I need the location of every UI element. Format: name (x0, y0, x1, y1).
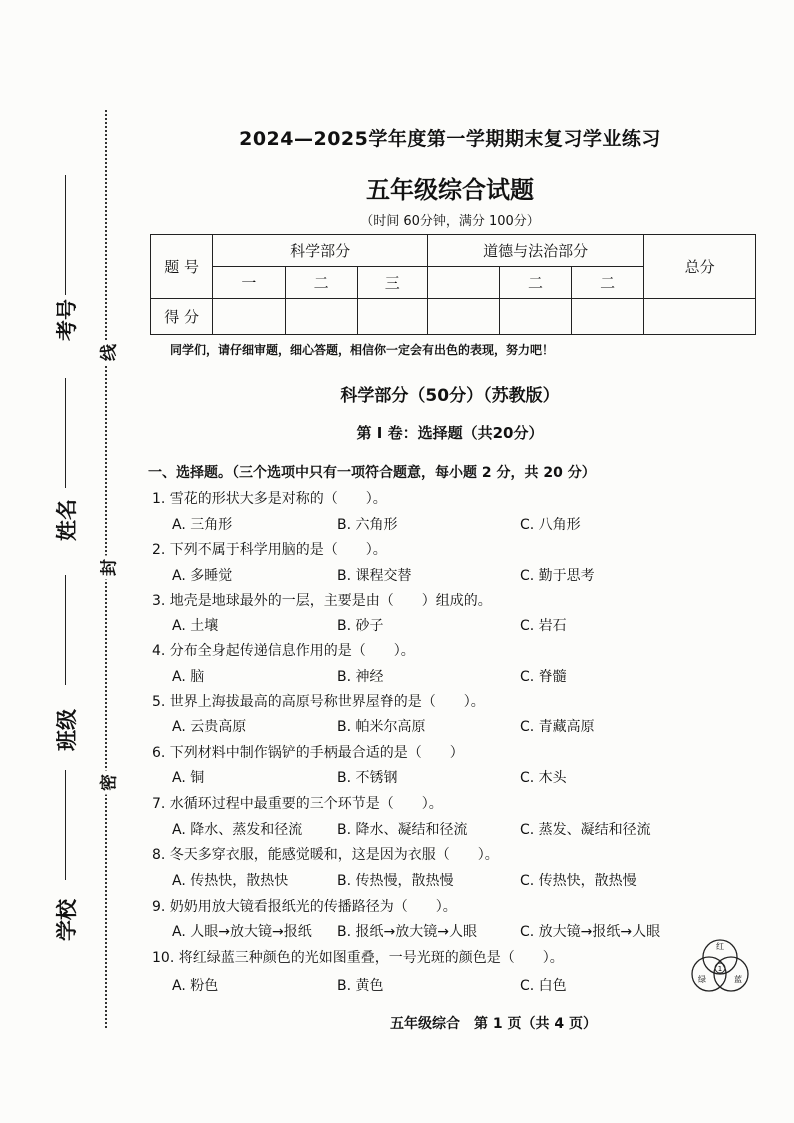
morality-part-header: 道德与法治部分 (427, 235, 643, 267)
total-score-cell[interactable] (644, 299, 756, 335)
question-2-option-a[interactable]: A. 多睡觉 (172, 568, 233, 584)
question-4-option-c[interactable]: C. 脊髓 (520, 669, 567, 685)
rgb-light-venn-diagram (685, 935, 755, 997)
question-10: 10. 将红绿蓝三种颜色的光如图重叠，一号光斑的颜色是（ ）。 (152, 950, 564, 966)
question-7-option-a[interactable]: A. 降水、蒸发和径流 (172, 822, 303, 838)
morality-col-2: 二 (499, 267, 571, 299)
science-col-1: 一 (213, 267, 285, 299)
seal-word-secret: 密 (95, 771, 120, 795)
class-line (65, 575, 66, 685)
question-2-option-b[interactable]: B. 课程交替 (337, 568, 412, 584)
score-cell[interactable] (499, 299, 571, 335)
question-10-option-c[interactable]: C. 白色 (520, 978, 567, 994)
exam-number-label: 考号 (55, 299, 79, 341)
question-1: 1. 雪花的形状大多是对称的（ ）。 (152, 491, 387, 507)
page-footer: 五年级综合 第 1 页（共 4 页） (390, 1016, 597, 1032)
encouragement-text: 同学们，请仔细审题，细心答题，相信你一定会有出色的表现，努力吧！ (170, 343, 555, 357)
question-7-option-c[interactable]: C. 蒸发、凝结和径流 (520, 822, 651, 838)
section-title: 科学部分（50分）（苏教版） (340, 386, 560, 406)
question-6: 6. 下列材料中制作锅铲的手柄最合适的是（ ） (152, 745, 464, 761)
question-1-option-c[interactable]: C. 八角形 (520, 517, 581, 533)
score-cell[interactable] (213, 299, 285, 335)
question-9-option-b[interactable]: B. 报纸→放大镜→人眼 (337, 924, 477, 940)
question-5-option-b[interactable]: B. 帕米尔高原 (337, 719, 426, 735)
question-4-option-b[interactable]: B. 神经 (337, 669, 384, 685)
question-10-option-b[interactable]: B. 黄色 (337, 978, 384, 994)
morality-col-3: 二 (572, 267, 644, 299)
name-line (65, 378, 66, 488)
question-3-option-a[interactable]: A. 土壤 (172, 618, 219, 634)
question-4: 4. 分布全身起传递信息作用的是（ ）。 (152, 643, 415, 659)
science-col-3: 三 (357, 267, 427, 299)
venn-label-blue: 蓝 (734, 975, 742, 984)
question-5-option-c[interactable]: C. 青藏高原 (520, 719, 595, 735)
venn-label-center: 1 (717, 965, 723, 973)
exam-number-line (65, 175, 66, 295)
question-3: 3. 地壳是地球最外的一层，主要是由（ ）组成的。 (152, 593, 492, 609)
venn-label-red: 红 (716, 942, 724, 951)
score-table (150, 234, 756, 335)
question-10-option-a[interactable]: A. 粉色 (172, 978, 219, 994)
question-5-option-a[interactable]: A. 云贵高原 (172, 719, 247, 735)
part-heading: 一、选择题。（三个选项中只有一项符合题意，每小题 2 分，共 20 分） (148, 465, 596, 481)
class-label: 班级 (55, 709, 79, 751)
seal-word-line: 线 (95, 341, 120, 365)
name-label: 姓名 (55, 499, 79, 541)
seal-word-seal: 封 (95, 556, 120, 580)
question-8: 8. 冬天多穿衣服，能感觉暖和，这是因为衣服（ ）。 (152, 847, 499, 863)
question-3-option-c[interactable]: C. 岩石 (520, 618, 567, 634)
row-label-score: 得 分 (151, 299, 213, 335)
exam-title: 2024—2025学年度第一学期期末复习学业练习 (239, 128, 661, 150)
question-7-option-b[interactable]: B. 降水、凝结和径流 (337, 822, 468, 838)
venn-label-green: 绿 (698, 975, 706, 984)
question-6-option-b[interactable]: B. 不锈钢 (337, 770, 398, 786)
science-part-header: 科学部分 (213, 235, 428, 267)
question-4-option-a[interactable]: A. 脑 (172, 669, 205, 685)
score-cell[interactable] (427, 299, 499, 335)
question-9-option-a[interactable]: A. 人眼→放大镜→报纸 (172, 924, 312, 940)
exam-subtitle: 五年级综合试题 (366, 176, 534, 204)
question-6-option-a[interactable]: A. 铜 (172, 770, 205, 786)
score-cell[interactable] (572, 299, 644, 335)
question-9-option-c[interactable]: C. 放大镜→报纸→人眼 (520, 924, 661, 940)
question-9: 9. 奶奶用放大镜看报纸光的传播路径为（ ）。 (152, 899, 457, 915)
question-3-option-b[interactable]: B. 砂子 (337, 618, 384, 634)
score-cell[interactable] (357, 299, 427, 335)
school-line (65, 770, 66, 880)
score-cell[interactable] (285, 299, 357, 335)
science-col-2: 二 (285, 267, 357, 299)
time-info: （时间 60分钟，满分 100分） (360, 214, 540, 229)
question-1-option-a[interactable]: A. 三角形 (172, 517, 233, 533)
row-label-number: 题 号 (151, 235, 213, 299)
school-label: 学校 (55, 899, 79, 941)
total-header: 总分 (644, 235, 756, 299)
question-7: 7. 水循环过程中最重要的三个环节是（ ）。 (152, 796, 443, 812)
volume-title: 第 I 卷：选择题（共20分） (356, 424, 544, 442)
question-6-option-c[interactable]: C. 木头 (520, 770, 567, 786)
question-5: 5. 世界上海拔最高的高原号称世界屋脊的是（ ）。 (152, 694, 485, 710)
question-8-option-b[interactable]: B. 传热慢，散热慢 (337, 873, 454, 889)
morality-col-1 (427, 267, 499, 299)
question-8-option-c[interactable]: C. 传热快，散热慢 (520, 873, 637, 889)
question-2: 2. 下列不属于科学用脑的是（ ）。 (152, 542, 387, 558)
question-8-option-a[interactable]: A. 传热快，散热快 (172, 873, 289, 889)
question-1-option-b[interactable]: B. 六角形 (337, 517, 398, 533)
question-2-option-c[interactable]: C. 勤于思考 (520, 568, 595, 584)
